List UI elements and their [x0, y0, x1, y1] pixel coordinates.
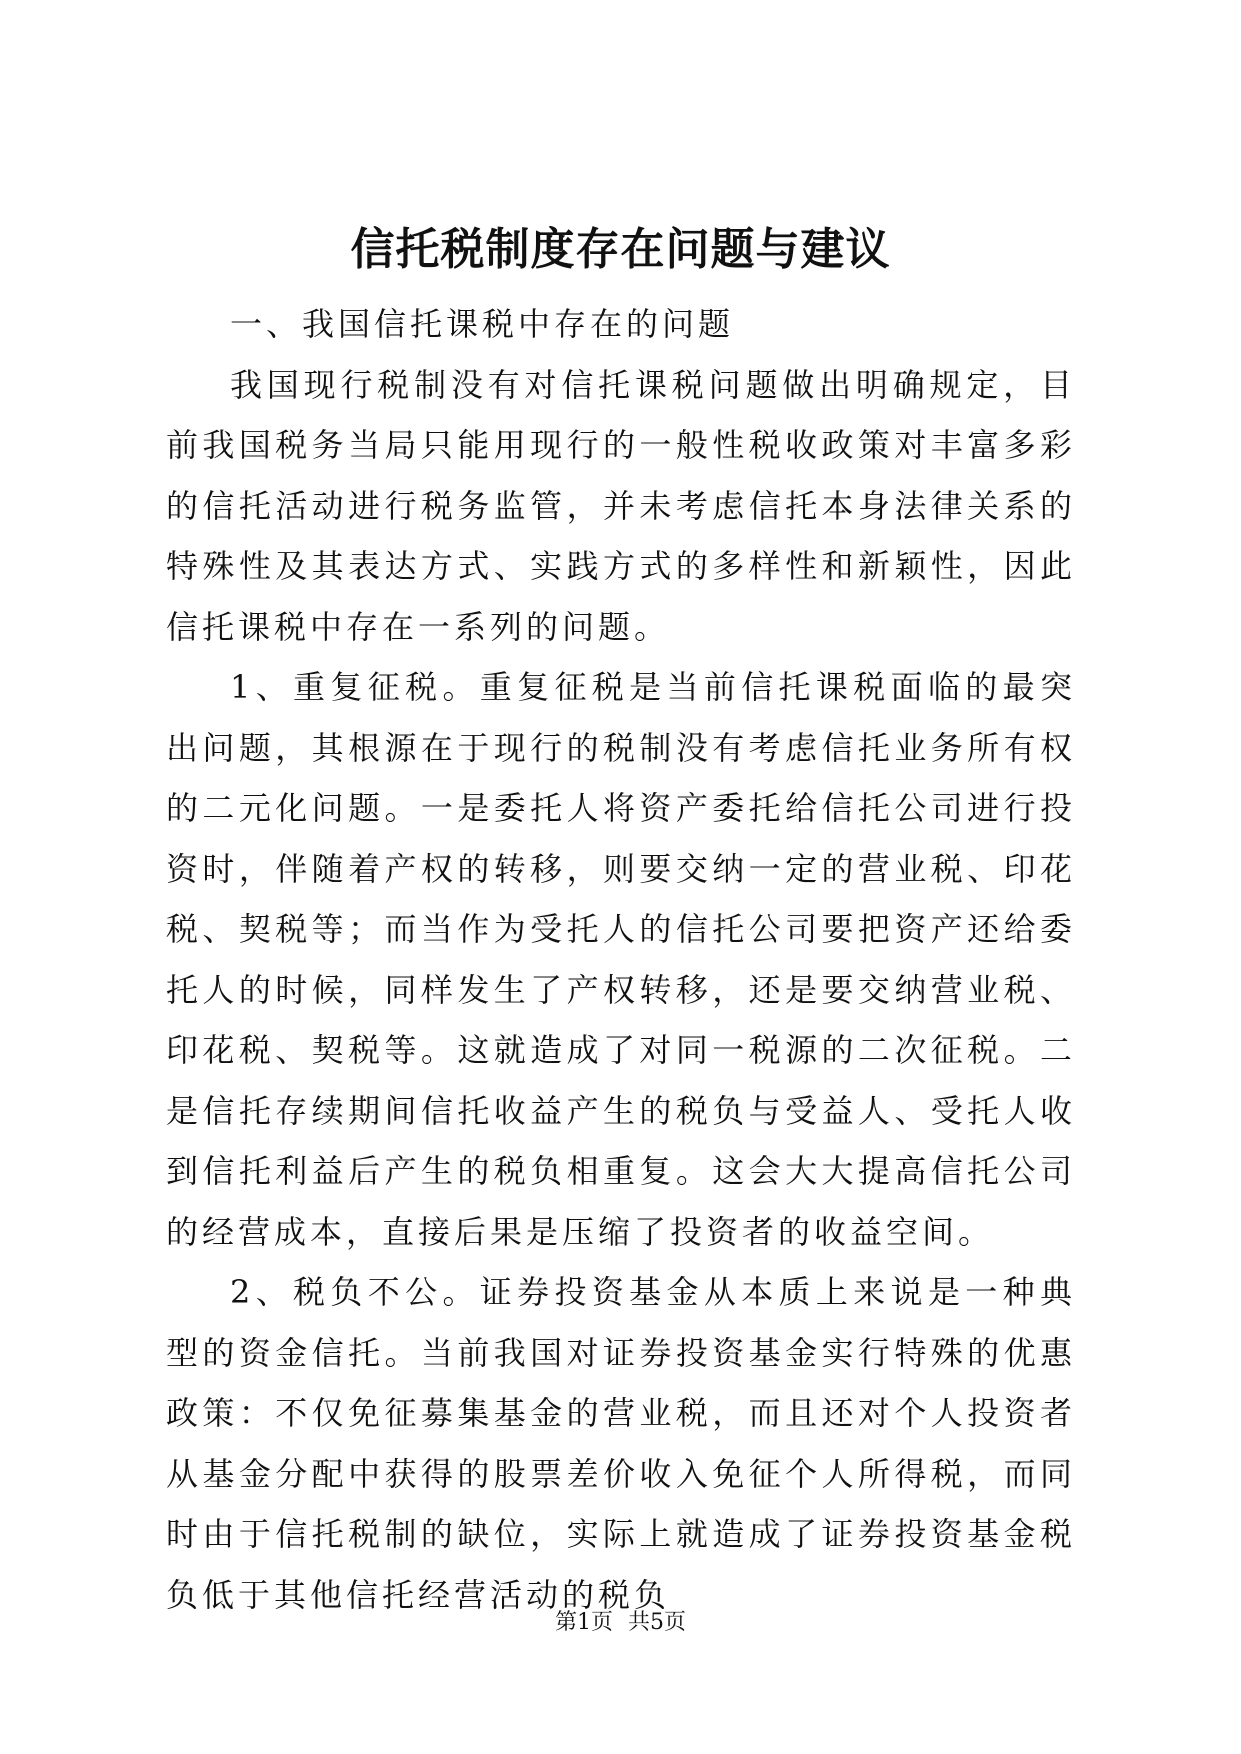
intro-paragraph: 我国现行税制没有对信托课税问题做出明确规定，目前我国税务当局只能用现行的一般性税收政策对丰富多彩的信托活动进行税务监管，并未考虑信托本身法律关系的特殊性及其表达方式、实践方式的多样性和新颖性，因此信托课税中存在一系列的问题。 [166, 365, 1076, 646]
page-footer [0, 1608, 1241, 1638]
paragraph-double-taxation: 1、重复征税。重复征税是当前信托课税面临的最突出问题，其根源在于现行的税制没有考虑信托业务所有权的二元化问题。一是委托人将资产委托给信托公司进行投资时，伴随着产权的转移，则要交纳一定的营业税、印花税、契税等；而当作为受托人的信托公司要把资产还给委托人的时候，同样发生了产权转移，还是要交纳营业税、印花税、契税等。这就造成了对同一税源的二次征税。二是信托存续期间信托收益产生的税负与受益人、受托人收到信托利益后产生的税负相重复。这会大大提高信托公司的经营成本，直接后果是压缩了投资者的收益空间。 [166, 668, 1076, 1251]
page-title: 信托税制度存在问题与建议 [350, 224, 891, 275]
paragraph-unfair-tax-burden: 2、税负不公。证券投资基金从本质上来说是一种典型的资金信托。当前我国对证券投资基金实行特殊的优惠政策：不仅免征募集基金的营业税，而且还对个人投资者从基金分配中获得的股票差价收入免征个人所得税，而同时由于信托税制的缺位，实际上就造成了证券投资基金税负低于其他信托经营活动的税负 [166, 1273, 1076, 1614]
document-body [166, 294, 1076, 1625]
page-number: 第1页 [555, 1610, 613, 1635]
page-total: 共5页 [628, 1610, 686, 1635]
section-heading: 一、我国信托课税中存在的问题 [230, 305, 735, 343]
